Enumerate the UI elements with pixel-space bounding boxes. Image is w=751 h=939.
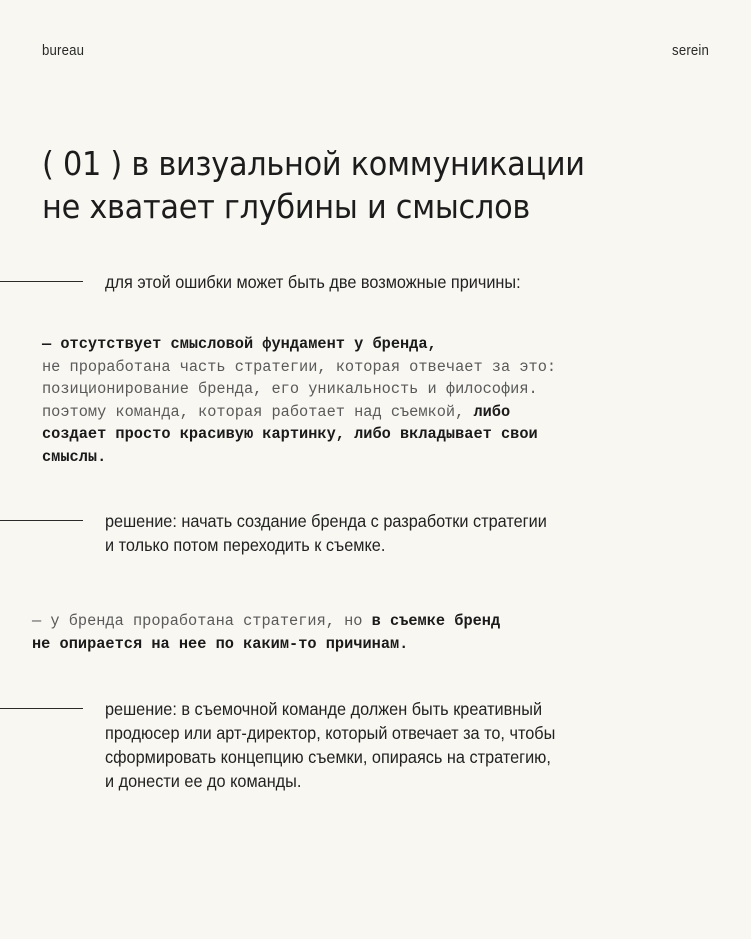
cause-1-line-4: поэтому команда, которая работает над съемкой, либо — [42, 402, 511, 421]
solution-1-block — [105, 509, 547, 557]
solution-2-line-3: сформировать концепцию съемки, опираясь на стратегию, — [105, 747, 551, 767]
cause-1-block — [42, 333, 556, 468]
title-line-2: не хватает глубины и смыслов — [42, 187, 530, 226]
intro-text — [105, 270, 521, 294]
divider-line — [0, 520, 83, 521]
cause-1-line-3: позиционирование бренда, его уникальность и философия. — [42, 380, 538, 398]
solution-2-line-2: продюсер или арт-директор, который отвечает за то, чтобы — [105, 723, 556, 743]
solution-2-line-1: решение: в съемочной команде должен быть креативный — [105, 699, 543, 719]
brand-name-right: serein — [671, 42, 709, 59]
cause-2-block — [32, 610, 500, 655]
solution-1-line-1: решение: начать создание бренда с разработки стратегии — [105, 511, 547, 531]
divider-line — [0, 708, 83, 709]
cause-1-line-1: — отсутствует смысловой фундамент у бренда, — [42, 335, 437, 353]
solution-2-line-4: и донести ее до команды. — [105, 771, 302, 791]
intro-line: для этой ошибки может быть две возможные причины: — [105, 272, 521, 292]
solution-2-block — [105, 697, 555, 793]
cause-2-line-2: не опирается на нее по каким-то причинам. — [32, 634, 409, 653]
cause-1-line-5: создает просто красивую картинку, либо вкладывает свои — [42, 425, 538, 443]
brand-name-left: bureau — [42, 42, 85, 59]
title-line-1: ( 01 ) в визуальной коммуникации — [42, 144, 585, 183]
cause-1-line-6: смыслы. — [42, 447, 107, 466]
cause-1-line-2: не проработана часть стратегии, которая отвечает за это: — [42, 357, 557, 376]
solution-1-line-2: и только потом переходить к съемке. — [105, 535, 386, 555]
divider-line — [0, 281, 83, 282]
page-title — [42, 142, 668, 228]
cause-2-line-1: — у бренда проработана стратегия, но в съемке бренд — [32, 612, 501, 630]
